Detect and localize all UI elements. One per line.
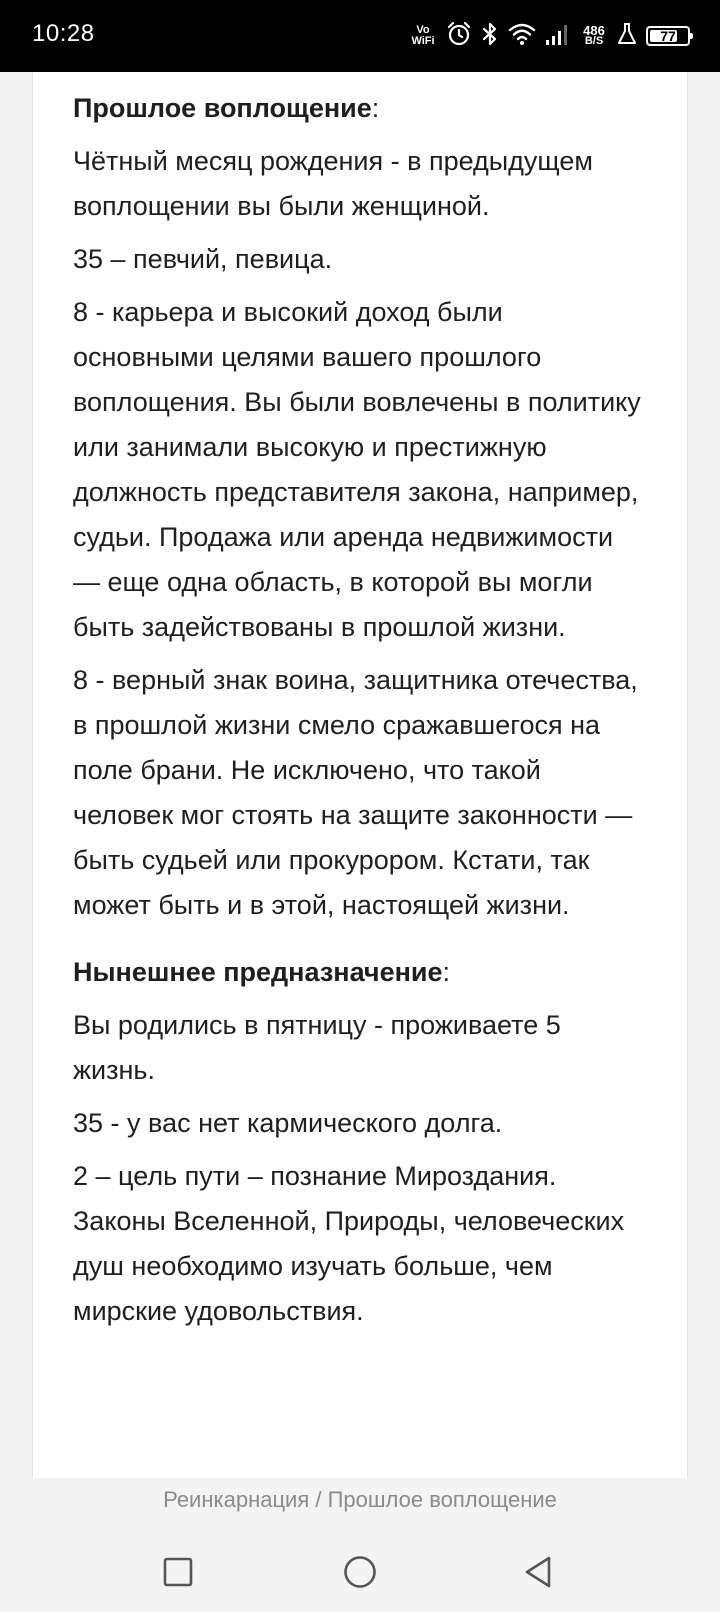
triangle-back-icon (521, 1554, 555, 1590)
present-paragraph-2: 35 - у вас нет кармического долга. (73, 1108, 503, 1138)
recents-button[interactable] (154, 1548, 202, 1596)
net-speed: 486 B/S (583, 23, 605, 47)
past-paragraph-2: 35 – певчий, певица. (73, 244, 333, 274)
circle-icon (342, 1554, 378, 1590)
lab-flask-icon (617, 22, 637, 51)
article-card (32, 72, 688, 1478)
section-gap (73, 936, 643, 950)
battery-level: 77 (660, 28, 676, 44)
battery-icon (646, 26, 690, 46)
present-heading-colon: : (442, 957, 451, 987)
bottom-area (0, 1478, 720, 1612)
past-heading (73, 86, 643, 131)
status-time: 10:28 (32, 20, 95, 47)
bluetooth-icon (481, 21, 499, 52)
wifi-icon (508, 22, 536, 51)
status-bar (0, 0, 720, 72)
status-icons (409, 18, 690, 54)
square-icon (162, 1556, 194, 1588)
past-paragraph-1: Чётный месяц рождения - в предыдущем воплощении вы были женщиной. (73, 146, 593, 221)
past-paragraph-3: 8 - карьера и высокий доход были основными целями вашего прошлого воплощения. Вы были вовлечены в политику или занимали высокую и престижную должность представителя закона, например, судьи. Продажа или аренда недвижимости — еще одна область, в которой вы могли быть задействованы в прошлой жизни. (73, 297, 641, 642)
present-heading-text: Нынешнее предназначение (73, 957, 443, 987)
present-paragraph-1: Вы родились в пятницу - проживаете 5 жизнь. (73, 1010, 561, 1085)
back-button[interactable] (514, 1548, 562, 1596)
article-content (33, 72, 643, 1334)
signal-icon (545, 22, 571, 51)
navigation-bar (0, 1548, 720, 1596)
alarm-icon (446, 21, 472, 52)
vowifi-icon: Vo WiFi (411, 24, 435, 47)
present-paragraph-3: 2 – цель пути – познание Мироздания. Законы Вселенной, Природы, человеческих душ необходимо изучать больше, чем мирские удовольствия. (73, 1161, 625, 1326)
past-heading-colon: : (371, 93, 380, 123)
home-button[interactable] (336, 1548, 384, 1596)
breadcrumb[interactable]: Реинкарнация / Прошлое воплощение (163, 1487, 557, 1512)
past-paragraph-4: 8 - верный знак воина, защитника отечества, в прошлой жизни смело сражавшегося на поле брани. Не исключено, что такой человек мог стоять на защите законности — быть судьей или прокурором. Кстати, так может быть и в этой, настоящей жизни. (73, 665, 638, 920)
past-heading-text: Прошлое воплощение (73, 93, 372, 123)
present-heading (73, 950, 643, 995)
